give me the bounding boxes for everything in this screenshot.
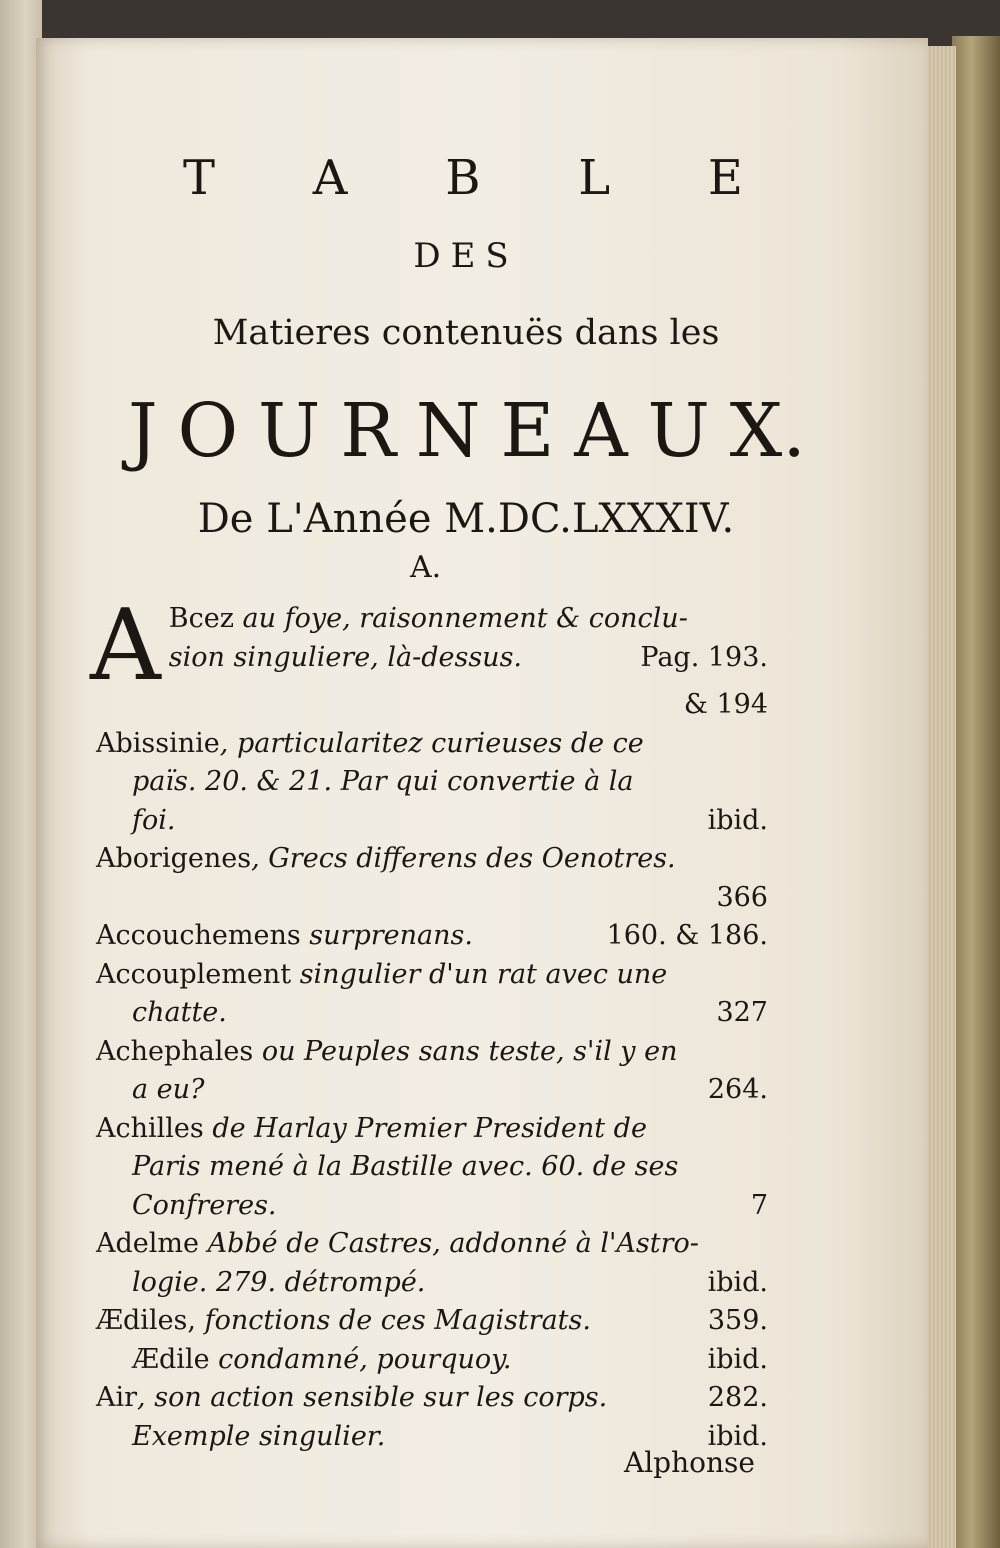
title-journeaux	[128, 388, 806, 474]
title-table	[183, 150, 743, 206]
page-ref: ibid.	[707, 804, 768, 836]
title-annee: De L'Année M.DC.LXXXIV.	[197, 496, 735, 542]
entry-text: Abbé de Castres, addonné à l'Astro-	[198, 1228, 699, 1259]
index-entry	[96, 956, 768, 1033]
entry-word: Ædile	[132, 1343, 210, 1375]
title-letter: L	[578, 150, 611, 206]
page-ref: 359.	[707, 1305, 768, 1336]
index-entry	[96, 1225, 768, 1302]
index-entry	[96, 1033, 768, 1110]
index-entry	[96, 1341, 768, 1380]
journeaux-letter: A	[574, 388, 628, 474]
index-entries	[90, 589, 768, 1456]
title-letter: A	[312, 150, 348, 206]
entry-word: Air	[96, 1382, 138, 1413]
entry-text: fonctions de ces Magistrats.	[196, 1305, 591, 1336]
entry-word: Bcez	[168, 603, 234, 634]
index-entry	[96, 840, 768, 917]
index-entry	[90, 589, 768, 725]
title-letter: T	[183, 150, 216, 206]
page-ref: ibid.	[707, 1266, 768, 1298]
entry-word: Ædiles,	[96, 1305, 196, 1336]
entry-word: Aborigenes	[96, 843, 252, 874]
entry-text: condamné, pourquoy.	[209, 1343, 512, 1375]
page-ref: ibid.	[707, 1420, 768, 1452]
entry-text: sion singuliere, là-dessus.	[168, 641, 523, 673]
page-ref: & 194	[683, 689, 768, 720]
entry-text: au foye, raisonnement & conclu-	[233, 603, 688, 634]
page-ref: 264.	[707, 1074, 768, 1105]
index-entry	[96, 1302, 768, 1341]
journeaux-letter: X.	[729, 388, 806, 474]
entry-word: Achilles	[96, 1112, 204, 1144]
page-ref: 327	[716, 997, 768, 1028]
entry-text: Confreres.	[132, 1189, 277, 1221]
section-letter: A.	[410, 550, 442, 585]
entry-text: de Harlay Premier President de	[203, 1112, 647, 1144]
journeaux-letter: R	[340, 388, 396, 474]
journeaux-letter: N	[415, 388, 481, 474]
entry-word: Accouplement	[96, 958, 292, 990]
page-ref: 7	[750, 1189, 768, 1221]
page-ref: 366	[716, 881, 768, 913]
entry-text: , Grecs differens des Oenotres.	[251, 843, 676, 874]
entry-text: logie. 279. détrompé.	[132, 1266, 426, 1298]
journeaux-letter: U	[258, 388, 321, 474]
drop-cap: A	[90, 589, 161, 703]
journeaux-letter: E	[500, 388, 555, 474]
entry-text: singulier d'un rat avec une	[291, 958, 668, 990]
page-ref: Pag. 193.	[640, 641, 768, 673]
entry-word: Abissinie	[96, 727, 220, 759]
title-des: DES	[413, 236, 519, 276]
entry-text: , particularitez curieuses de ce	[219, 727, 644, 759]
index-entry	[96, 725, 768, 841]
entry-text: surprenans.	[300, 920, 473, 951]
page-ref: 160. & 186.	[606, 920, 768, 951]
entry-text: ou Peuples sans teste, s'il y en	[253, 1035, 678, 1067]
journeaux-letter: O	[177, 388, 239, 474]
index-entry	[96, 1379, 768, 1456]
page-ref: 282.	[707, 1382, 768, 1413]
entry-text: Paris mené à la Bastille avec. 60. de ses	[132, 1151, 679, 1182]
index-entry	[96, 917, 768, 956]
entry-word: Adelme	[96, 1228, 199, 1259]
book-cover-edge	[952, 36, 1000, 1548]
entry-text: a eu?	[132, 1074, 205, 1105]
entry-text: Exemple singulier.	[132, 1420, 386, 1452]
entry-text: foi.	[132, 804, 176, 836]
title-letter: B	[445, 150, 481, 206]
journeaux-letter: J	[128, 388, 158, 474]
catchword: Alphonse	[624, 1446, 755, 1479]
page-ref: ibid.	[707, 1343, 768, 1375]
entry-text: chatte.	[132, 997, 227, 1028]
journeaux-letter: U	[647, 388, 710, 474]
entry-text: païs. 20. & 21. Par qui convertie à la	[132, 766, 634, 797]
title-matieres: Matieres contenuës dans les	[212, 313, 720, 353]
entry-word: Accouchemens	[96, 920, 301, 951]
index-entry	[96, 1110, 768, 1226]
entry-text: , son action sensible sur les corps.	[137, 1382, 608, 1413]
title-letter: E	[707, 150, 743, 206]
entry-word: Achephales	[96, 1035, 254, 1067]
